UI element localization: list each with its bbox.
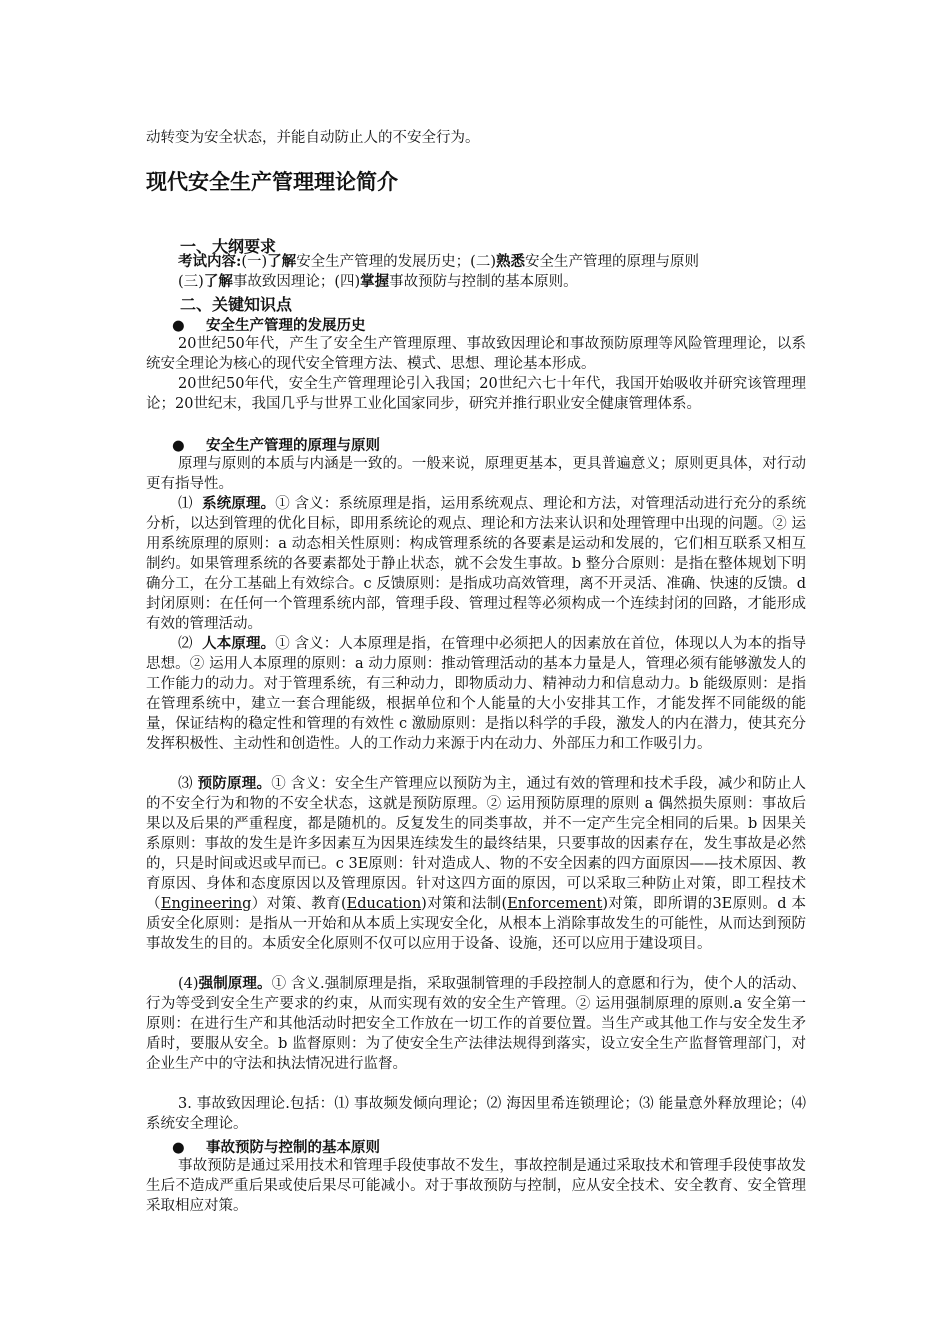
principle-system <box>146 494 806 634</box>
page-title: 现代安全生产管理理论简介 <box>146 170 398 194</box>
bullet-prevention-control <box>172 1136 380 1157</box>
principle-coercion-head: 强制原理。 <box>198 975 272 992</box>
prevention-control-paragraph: 事故预防是通过采用技术和管理手段使事故不发生，事故控制是通过采取技术和管理手段使事故发生后不造成严重后果或使后果尽可能减小。对于事故预防与控制，应从安全技术、安全教育、安全管理采取相应对策。 <box>146 1158 806 1214</box>
exam-prefix: 考试内容: <box>178 253 242 270</box>
exam-verb-2: 熟悉 <box>496 253 526 270</box>
exam-verb-1: 了解 <box>267 253 297 270</box>
bullet-history-label: 安全生产管理的发展历史 <box>206 317 366 334</box>
section1-heading: 一、大纲要求 <box>180 237 277 256</box>
principle-prevention-body-c: )对策和法制( <box>421 896 508 912</box>
principle-prevention-num: ⑶ <box>178 776 193 792</box>
exam-num-3: (三) <box>178 274 204 290</box>
bullet-principles-label: 安全生产管理的原理与原则 <box>206 437 380 454</box>
accident-causation: 3. 事故致因理论.包括：⑴ 事故频发倾向理论；⑵ 海因里希连锁理论；⑶ 能量意外释放理论；⑷ 系统安全理论。 <box>146 1096 806 1132</box>
bullet-icon: ● <box>172 317 185 334</box>
history-paragraph-1: 20世纪50年代，产生了安全生产管理原理、事故致因理论和事故预防原理等风险管理理论，以系统安全理论为核心的现代安全管理方法、模式、思想、理论基本形成。 <box>146 336 806 372</box>
exam-verb-3: 了解 <box>203 273 233 290</box>
principles-intro: 原理与原则的本质与内涵是一致的。一般来说，原理更基本，更具普遍意义；原则更具体，对行动更有指导性。 <box>146 456 806 492</box>
exam-verb-4: 掌握 <box>360 273 390 290</box>
exam-text-3: 事故致因理论；(四) <box>232 274 361 290</box>
section2-heading: 二、关键知识点 <box>180 295 293 314</box>
principle-prevention-body-a: ① 含义：安全生产管理应以预防为主，通过有效的管理和技术手段，减少和防止人的不安全行为和物的不安全状态，这就是预防原理。② 运用预防原理的原则 a 偶然损失原则：事故后果以及后果的严重程度，都是随机的。反复发生的同类事故，并不一定产生完全相同的后果。b 因果关系原则：事故的发生是许多因素互为因果连续发生的最终结果，只要事故的因素存在，发生事故是必然的，只是时间或迟或早而已。c 3E原则：针对造成人、物的不安全因素的四方面原因——技术原因、教育原因、身体和态度原因以及管理原因。针对这四方面的原因，可以采取三种防止对策，即工程技术（ <box>146 776 807 912</box>
principle-coercion-num: (4) <box>178 976 199 992</box>
education-link[interactable]: Education <box>346 896 422 912</box>
exam-text-2: 安全生产管理的原理与原则 <box>525 254 700 270</box>
principle-system-num: ⑴ <box>178 496 193 512</box>
principle-coercion-body: ① 含义.强制原理是指，采取强制管理的手段控制人的意愿和行为，使个人的活动、行为等受到安全生产要求的约束，从而实现有效的安全生产管理。② 运用强制原理的原则.a 安全第一原则：在进行生产和其他活动时把安全工作放在一切工作的首要位置。当生产或其他工作与安全发生矛盾时，要服从安全。b 监督原则：为了使安全生产法律法规得到落实，设立安全生产监督管理部门，对企业生产中的守法和执法情况进行监督。 <box>146 976 807 1072</box>
engineering-link[interactable]: Engineering <box>160 896 252 912</box>
exam-text-1: 安全生产管理的发展历史；(二) <box>296 254 497 270</box>
principle-coercion <box>146 974 806 1074</box>
principle-system-head: 系统原理。 <box>202 495 276 512</box>
bullet-icon: ● <box>172 1139 185 1156</box>
principle-human-num: ⑵ <box>178 636 193 652</box>
principle-system-body: ① 含义：系统原理是指，运用系统观点、理论和方法，对管理活动进行充分的系统分析，以达到管理的优化目标，即用系统论的观点、理论和方法来认识和处理管理中出现的问题。② 运用系统原理的原则：a 动态相关性原则：构成管理系统的各要素是运动和发展的，它们相互联系又相互制约。如果管理系统的各要素都处于静止状态，就不会发生事故。b 整分合原则：是指在整体规划下明确分工，在分工基础上有效综合。c 反馈原则：是指成功高效管理，离不开灵活、准确、快速的反馈。d 封闭原则：在任何一个管理系统内部，管理手段、管理过程等必须构成一个连续封闭的回路，才能形成有效的管理活动。 <box>146 496 807 632</box>
principle-prevention-body-b: ）对策、教育( <box>251 896 347 912</box>
bullet-principles <box>172 434 380 455</box>
exam-content <box>178 252 810 292</box>
enforcement-link[interactable]: Enforcement <box>507 896 603 912</box>
principle-prevention-body-d: )对策，即所谓的3E原则。d 本质安全化原则：是指从一开始和从本质上实现安全化，从根本上消除事故发生的可能性，从而达到预防事故发生的目的。本质安全化原则不仅可以应用于设备、设施，还可以应用于建设项目。 <box>146 896 806 952</box>
history-paragraph-2: 20世纪50年代，安全生产管理理论引入我国；20世纪六七十年代，我国开始吸收并研究该管理理论；20世纪末，我国几乎与世界工业化国家同步，研究并推行职业安全健康管理体系。 <box>146 376 806 412</box>
bullet-prevention-control-label: 事故预防与控制的基本原则 <box>206 1139 380 1156</box>
bullet-icon: ● <box>172 437 185 454</box>
exam-num-1: (一) <box>241 254 268 270</box>
principle-prevention-head: 预防原理。 <box>197 775 272 792</box>
top-line: 动转变为安全状态，并能自动防止人的不安全行为。 <box>146 130 480 146</box>
principle-human <box>146 634 806 754</box>
exam-text-4: 事故预防与控制的基本原则。 <box>389 274 578 290</box>
principle-prevention <box>146 774 806 954</box>
principle-human-head: 人本原理。 <box>202 635 276 652</box>
bullet-history <box>172 314 366 335</box>
principle-human-body: ① 含义：人本原理是指，在管理中必须把人的因素放在首位，体现以人为本的指导思想。② 运用人本原理的原则：a 动力原则：推动管理活动的基本力量是人，管理必须有能够激发人的工作能力的动力。对于管理系统，有三种动力，即物质动力、精神动力和信息动力。b 能级原则：是指在管理系统中，建立一套合理能级，根据单位和个人能量的大小安排其工作，才能发挥不同能级的能量，保证结构的稳定性和管理的有效性 c 激励原则：是指以科学的手段，激发人的内在潜力，使其充分发挥积极性、主动性和创造性。人的工作动力来源于内在动力、外部压力和工作吸引力。 <box>146 636 807 752</box>
